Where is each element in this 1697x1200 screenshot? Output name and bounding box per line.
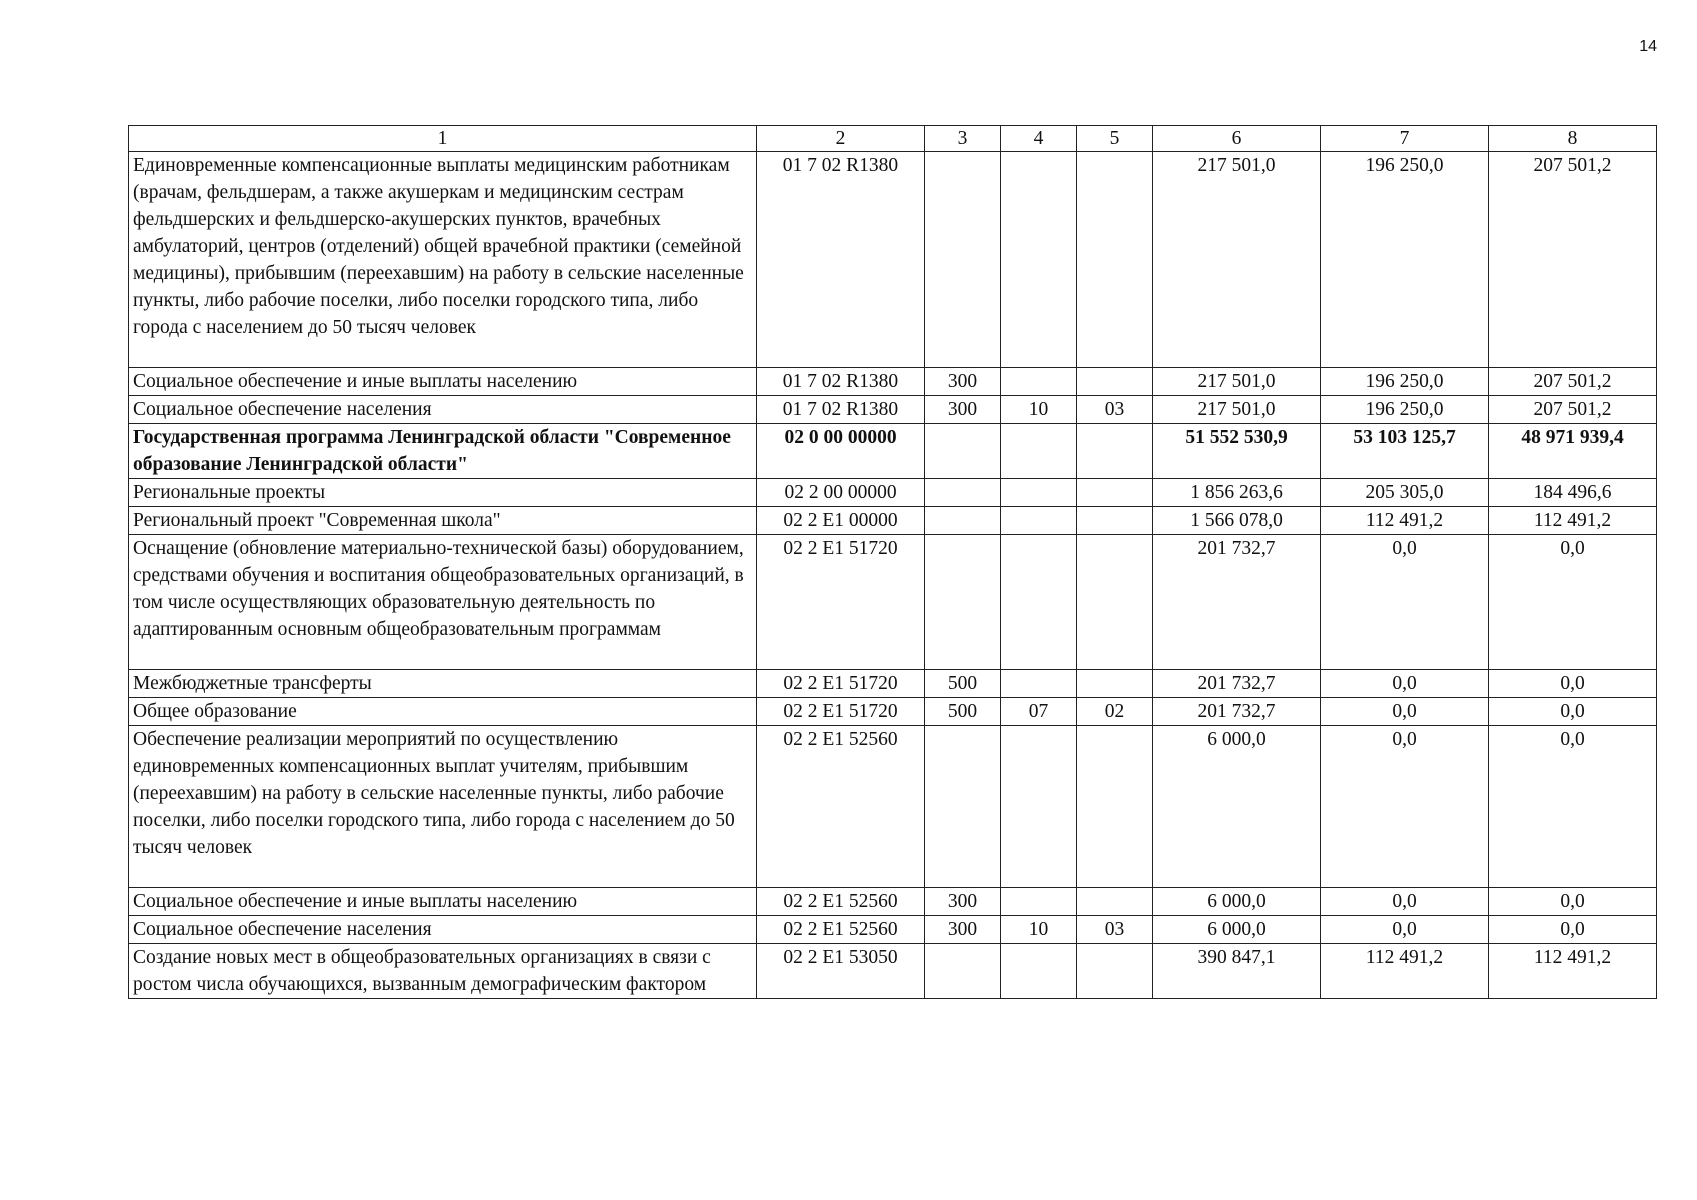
expense-type-cell: [925, 944, 1001, 999]
expense-type-cell: 500: [925, 698, 1001, 726]
subsection-cell: [1077, 507, 1153, 535]
expense-type-cell: 500: [925, 670, 1001, 698]
expense-type-cell: [925, 507, 1001, 535]
amount-col8-cell: 184 496,6: [1489, 479, 1657, 507]
subsection-cell: 03: [1077, 396, 1153, 424]
row-name-cell: Создание новых мест в общеобразовательных организациях в связи с ростом числа обучающихся, вызванным демографическим фактором: [129, 944, 757, 999]
expense-type-cell: 300: [925, 916, 1001, 944]
subsection-cell: [1077, 368, 1153, 396]
table-row: [129, 535, 1657, 670]
amount-col8-cell: 0,0: [1489, 535, 1657, 670]
row-name-cell: Социальное обеспечение и иные выплаты населению: [129, 888, 757, 916]
row-name-cell: Единовременные компенсационные выплаты медицинским работникам (врачам, фельдшерам, а также акушеркам и медицинским сестрам фельдшерских и фельдшерско-акушерских пунктов, врачебных амбулаторий, центров (отделений) общей врачебной практики (семейной медицины), прибывшим (переехавшим) на работу в сельские населенные пункты, либо рабочие поселки, либо поселки городского типа, либо города с населением до 50 тысяч человек: [129, 152, 757, 368]
target-code-cell: 01 7 02 R1380: [757, 368, 925, 396]
section-cell: [1001, 726, 1077, 888]
target-code-cell: 02 2 E1 52560: [757, 726, 925, 888]
row-name-cell: Социальное обеспечение населения: [129, 916, 757, 944]
column-header: 3: [925, 126, 1001, 152]
target-code-cell: 01 7 02 R1380: [757, 152, 925, 368]
amount-col8-cell: 48 971 939,4: [1489, 424, 1657, 479]
amount-col6-cell: 6 000,0: [1153, 888, 1321, 916]
amount-col6-cell: 201 732,7: [1153, 698, 1321, 726]
row-name-cell: Межбюджетные трансферты: [129, 670, 757, 698]
amount-col6-cell: 390 847,1: [1153, 944, 1321, 999]
target-code-cell: 01 7 02 R1380: [757, 396, 925, 424]
subsection-cell: [1077, 535, 1153, 670]
expense-type-cell: 300: [925, 396, 1001, 424]
table-row: [129, 944, 1657, 999]
section-cell: [1001, 152, 1077, 368]
amount-col8-cell: 0,0: [1489, 916, 1657, 944]
amount-col6-cell: 6 000,0: [1153, 916, 1321, 944]
target-code-cell: 02 0 00 00000: [757, 424, 925, 479]
amount-col8-cell: 0,0: [1489, 888, 1657, 916]
column-header: 8: [1489, 126, 1657, 152]
section-cell: [1001, 424, 1077, 479]
page-number: 14: [1639, 38, 1657, 55]
table-row: [129, 888, 1657, 916]
target-code-cell: 02 2 E1 51720: [757, 670, 925, 698]
table-row: [129, 726, 1657, 888]
section-cell: [1001, 944, 1077, 999]
amount-col8-cell: 207 501,2: [1489, 368, 1657, 396]
row-name-cell: Общее образование: [129, 698, 757, 726]
row-name-cell: Обеспечение реализации мероприятий по осуществлению единовременных компенсационных выплат учителям, прибывшим (переехавшим) на работу в сельские населенные пункты, либо рабочие поселки, либо поселки городского типа, либо города с населением до 50 тысяч человек: [129, 726, 757, 888]
row-name-cell: Социальное обеспечение и иные выплаты населению: [129, 368, 757, 396]
table-row: [129, 368, 1657, 396]
amount-col8-cell: 0,0: [1489, 698, 1657, 726]
amount-col6-cell: 51 552 530,9: [1153, 424, 1321, 479]
target-code-cell: 02 2 E1 00000: [757, 507, 925, 535]
amount-col7-cell: 196 250,0: [1321, 396, 1489, 424]
expense-type-cell: [925, 152, 1001, 368]
table-row: [129, 479, 1657, 507]
amount-col6-cell: 6 000,0: [1153, 726, 1321, 888]
row-name-cell: Региональные проекты: [129, 479, 757, 507]
row-name-cell: Государственная программа Ленинградской области "Современное образование Ленинградской области": [129, 424, 757, 479]
target-code-cell: 02 2 E1 53050: [757, 944, 925, 999]
amount-col8-cell: 0,0: [1489, 726, 1657, 888]
expense-type-cell: 300: [925, 368, 1001, 396]
table-row: [129, 396, 1657, 424]
row-name-cell: Региональный проект "Современная школа": [129, 507, 757, 535]
target-code-cell: 02 2 E1 51720: [757, 535, 925, 670]
subsection-cell: [1077, 726, 1153, 888]
expense-type-cell: [925, 726, 1001, 888]
target-code-cell: 02 2 E1 51720: [757, 698, 925, 726]
amount-col8-cell: 207 501,2: [1489, 396, 1657, 424]
column-header: 1: [129, 126, 757, 152]
table-row: [129, 152, 1657, 368]
amount-col7-cell: 0,0: [1321, 698, 1489, 726]
target-code-cell: 02 2 00 00000: [757, 479, 925, 507]
amount-col7-cell: 0,0: [1321, 916, 1489, 944]
row-name-cell: Оснащение (обновление материально-технической базы) оборудованием, средствами обучения и воспитания общеобразовательных организаций, в том числе осуществляющих образовательную деятельность по адаптированным основным общеобразовательным программам: [129, 535, 757, 670]
amount-col7-cell: 112 491,2: [1321, 944, 1489, 999]
subsection-cell: [1077, 888, 1153, 916]
section-cell: [1001, 535, 1077, 670]
section-cell: [1001, 368, 1077, 396]
subsection-cell: [1077, 424, 1153, 479]
subsection-cell: [1077, 152, 1153, 368]
amount-col6-cell: 1 566 078,0: [1153, 507, 1321, 535]
column-header: 6: [1153, 126, 1321, 152]
section-cell: 10: [1001, 916, 1077, 944]
target-code-cell: 02 2 E1 52560: [757, 916, 925, 944]
section-cell: [1001, 507, 1077, 535]
amount-col7-cell: 112 491,2: [1321, 507, 1489, 535]
subsection-cell: 02: [1077, 698, 1153, 726]
table-row: [129, 507, 1657, 535]
target-code-cell: 02 2 E1 52560: [757, 888, 925, 916]
row-name-cell: Социальное обеспечение населения: [129, 396, 757, 424]
amount-col7-cell: 0,0: [1321, 670, 1489, 698]
column-header: 5: [1077, 126, 1153, 152]
amount-col8-cell: 112 491,2: [1489, 507, 1657, 535]
section-cell: 10: [1001, 396, 1077, 424]
amount-col7-cell: 0,0: [1321, 726, 1489, 888]
section-cell: [1001, 670, 1077, 698]
expense-type-cell: [925, 479, 1001, 507]
table-row: [129, 698, 1657, 726]
column-number-header-row: [129, 126, 1657, 152]
amount-col6-cell: 1 856 263,6: [1153, 479, 1321, 507]
amount-col6-cell: 217 501,0: [1153, 396, 1321, 424]
subsection-cell: 03: [1077, 916, 1153, 944]
expense-type-cell: [925, 535, 1001, 670]
table-row: [129, 424, 1657, 479]
column-header: 2: [757, 126, 925, 152]
amount-col7-cell: 53 103 125,7: [1321, 424, 1489, 479]
expense-type-cell: [925, 424, 1001, 479]
table-row: [129, 670, 1657, 698]
amount-col8-cell: 112 491,2: [1489, 944, 1657, 999]
amount-col8-cell: 0,0: [1489, 670, 1657, 698]
amount-col7-cell: 0,0: [1321, 888, 1489, 916]
amount-col6-cell: 217 501,0: [1153, 152, 1321, 368]
column-header: 7: [1321, 126, 1489, 152]
column-header: 4: [1001, 126, 1077, 152]
amount-col8-cell: 207 501,2: [1489, 152, 1657, 368]
amount-col7-cell: 0,0: [1321, 535, 1489, 670]
amount-col7-cell: 196 250,0: [1321, 368, 1489, 396]
section-cell: [1001, 888, 1077, 916]
amount-col7-cell: 205 305,0: [1321, 479, 1489, 507]
amount-col6-cell: 217 501,0: [1153, 368, 1321, 396]
section-cell: 07: [1001, 698, 1077, 726]
subsection-cell: [1077, 670, 1153, 698]
expense-type-cell: 300: [925, 888, 1001, 916]
amount-col6-cell: 201 732,7: [1153, 535, 1321, 670]
amount-col6-cell: 201 732,7: [1153, 670, 1321, 698]
amount-col7-cell: 196 250,0: [1321, 152, 1489, 368]
budget-table: [128, 125, 1657, 999]
table-row: [129, 916, 1657, 944]
section-cell: [1001, 479, 1077, 507]
subsection-cell: [1077, 479, 1153, 507]
table-body: [129, 152, 1657, 999]
subsection-cell: [1077, 944, 1153, 999]
